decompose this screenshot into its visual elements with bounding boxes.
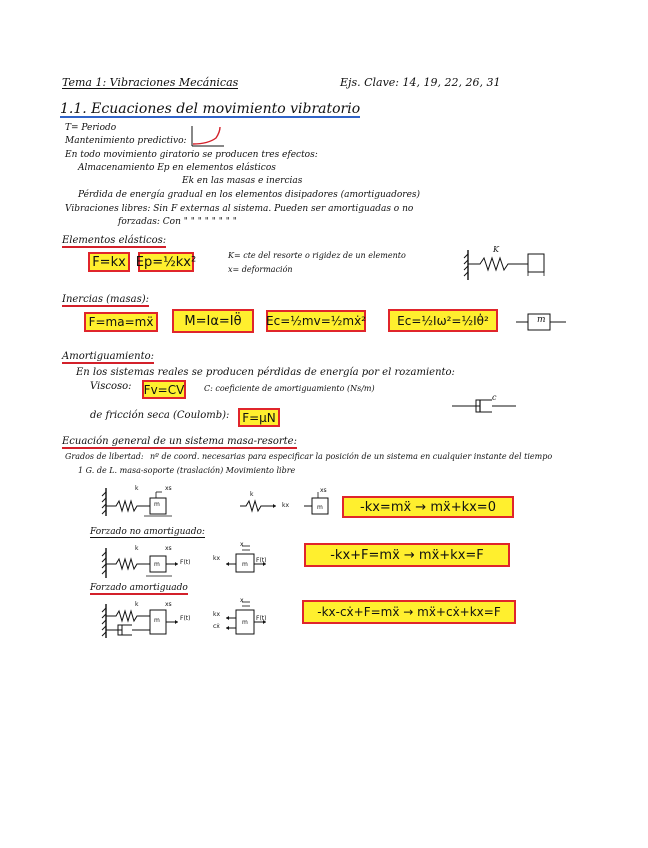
forced-damped-equation-box: -kx-cẋ+F=mẍ → mẍ+cẋ+kx=F (302, 600, 516, 624)
damped-fbd-kx: kx (213, 611, 221, 618)
damped-fbd-m: m (242, 619, 248, 626)
fbd-k-label: k (250, 491, 254, 498)
period-line: T= Periodo (65, 123, 117, 133)
energy-loss-line: Pérdida de energía gradual en los elementos disipadores (amortiguadores) (78, 190, 421, 200)
forced-fbd-x: x (240, 541, 244, 548)
key-exercises: Ejs. Clave: 14, 19, 22, 26, 31 (340, 76, 501, 89)
predictive-maintenance-line: Mantenimiento predictivo: (65, 136, 187, 146)
free-vibrations-line: Vibraciones libres: Sin F externas al sistema. Pueden ser amortiguadas o no (65, 204, 414, 214)
fbd-kx-label: kx (282, 502, 290, 509)
forced-fbd-m: m (242, 561, 248, 568)
kinetic-energy-box: Ec=½mv=½mẋ² (266, 310, 366, 332)
hooke-law-box: F=kx (88, 252, 130, 272)
forced-fbd-force: F(t) (256, 557, 267, 564)
degrees-of-freedom-text: nº de coord. necesarias para especificar la posición de un sistema en cualquier instante del tiempo (150, 452, 553, 461)
deformation-note: x= deformación (228, 265, 293, 274)
coulomb-friction-box: F=μN (238, 408, 280, 427)
fbd-mass-m: m (317, 504, 323, 511)
damped-spring-k: k (135, 601, 139, 608)
rotation-law-box: M=Iα=Iθ̈ (172, 309, 254, 333)
damper-c-label: c (492, 393, 497, 402)
damped-fbd-cx: cẋ (213, 623, 220, 630)
free-spring-k: k (135, 485, 139, 492)
free-mass-m: m (154, 501, 160, 508)
damped-force-label: F(t) (180, 615, 191, 622)
free-motion-equation-box: -kx=mẍ → mẍ+kx=0 (342, 496, 514, 518)
viscous-label: Viscoso: (90, 381, 132, 392)
degrees-of-freedom-label: Grados de libertad: (65, 452, 144, 461)
forced-fbd-kx: kx (213, 555, 221, 562)
damper-diagram (452, 393, 518, 416)
three-effects-line: En todo movimiento giratorio se producen tres efectos: (65, 150, 318, 160)
rotational-energy-box: Ec=½Iω²=½Iθ̇² (388, 309, 498, 332)
forced-xs-label: xs (165, 545, 172, 552)
forced-undamped-heading: Forzado no amortiguado: (90, 527, 205, 537)
inertia-heading: Inercias (masas): (62, 294, 150, 305)
spring-diagram (462, 244, 554, 284)
section-heading: 1.1. Ecuaciones del movimiento vibratorio (60, 101, 361, 117)
fbd-xs-label: xs (320, 487, 327, 494)
damping-heading: Amortiguamiento: (62, 351, 154, 362)
forced-spring-k: k (135, 545, 139, 552)
storage-ek-line: Ek en las masas e inercias (182, 176, 303, 186)
free-xs-label: xs (165, 485, 172, 492)
real-systems-line: En los sistemas reales se producen pérdidas de energía por el rozamiento: (76, 367, 455, 378)
forced-mass-m: m (154, 561, 160, 568)
general-equation-heading: Ecuación general de un sistema masa-resorte: (62, 436, 297, 447)
damping-coefficient-note: C: coeficiente de amortiguamiento (Ns/m) (204, 384, 375, 393)
damped-fbd-x: x (240, 597, 244, 604)
viscous-force-box: Fv=CV (142, 380, 186, 399)
forced-force-label: F(t) (180, 559, 191, 566)
damped-mass-m: m (154, 617, 160, 624)
dry-friction-label: de fricción seca (Coulomb): (90, 410, 230, 421)
forced-undamped-equation-box: -kx+F=mẍ → mẍ+kx=F (304, 543, 510, 567)
page-title: Tema 1: Vibraciones Mecánicas (62, 76, 239, 89)
forced-vibrations-line: forzadas: Con " " " " " " " " (118, 217, 237, 227)
spring-constant-note: K= cte del resorte o rigidez de un elemento (228, 251, 406, 260)
elastic-energy-box: Ep=½kx² (138, 252, 194, 272)
free-motion-heading: 1 G. de L. masa-soporte (traslación) Movimiento libre (78, 466, 296, 475)
elastic-heading: Elementos elásticos: (62, 235, 167, 246)
predictive-maintenance-graph (190, 124, 226, 150)
forced-damped-heading: Forzado amortiguado (90, 583, 188, 593)
damped-fbd-force: F(t) (256, 615, 267, 622)
forced-undamped-fbd (214, 540, 286, 578)
newton-law-box: F=ma=mẍ (84, 312, 158, 332)
forced-damped-fbd (214, 596, 286, 640)
mass-label: m (537, 315, 546, 325)
storage-ep-line: Almacenamiento Ep en elementos elásticos (78, 163, 276, 173)
spring-k-label: K (493, 245, 499, 254)
damped-xs-label: xs (165, 601, 172, 608)
